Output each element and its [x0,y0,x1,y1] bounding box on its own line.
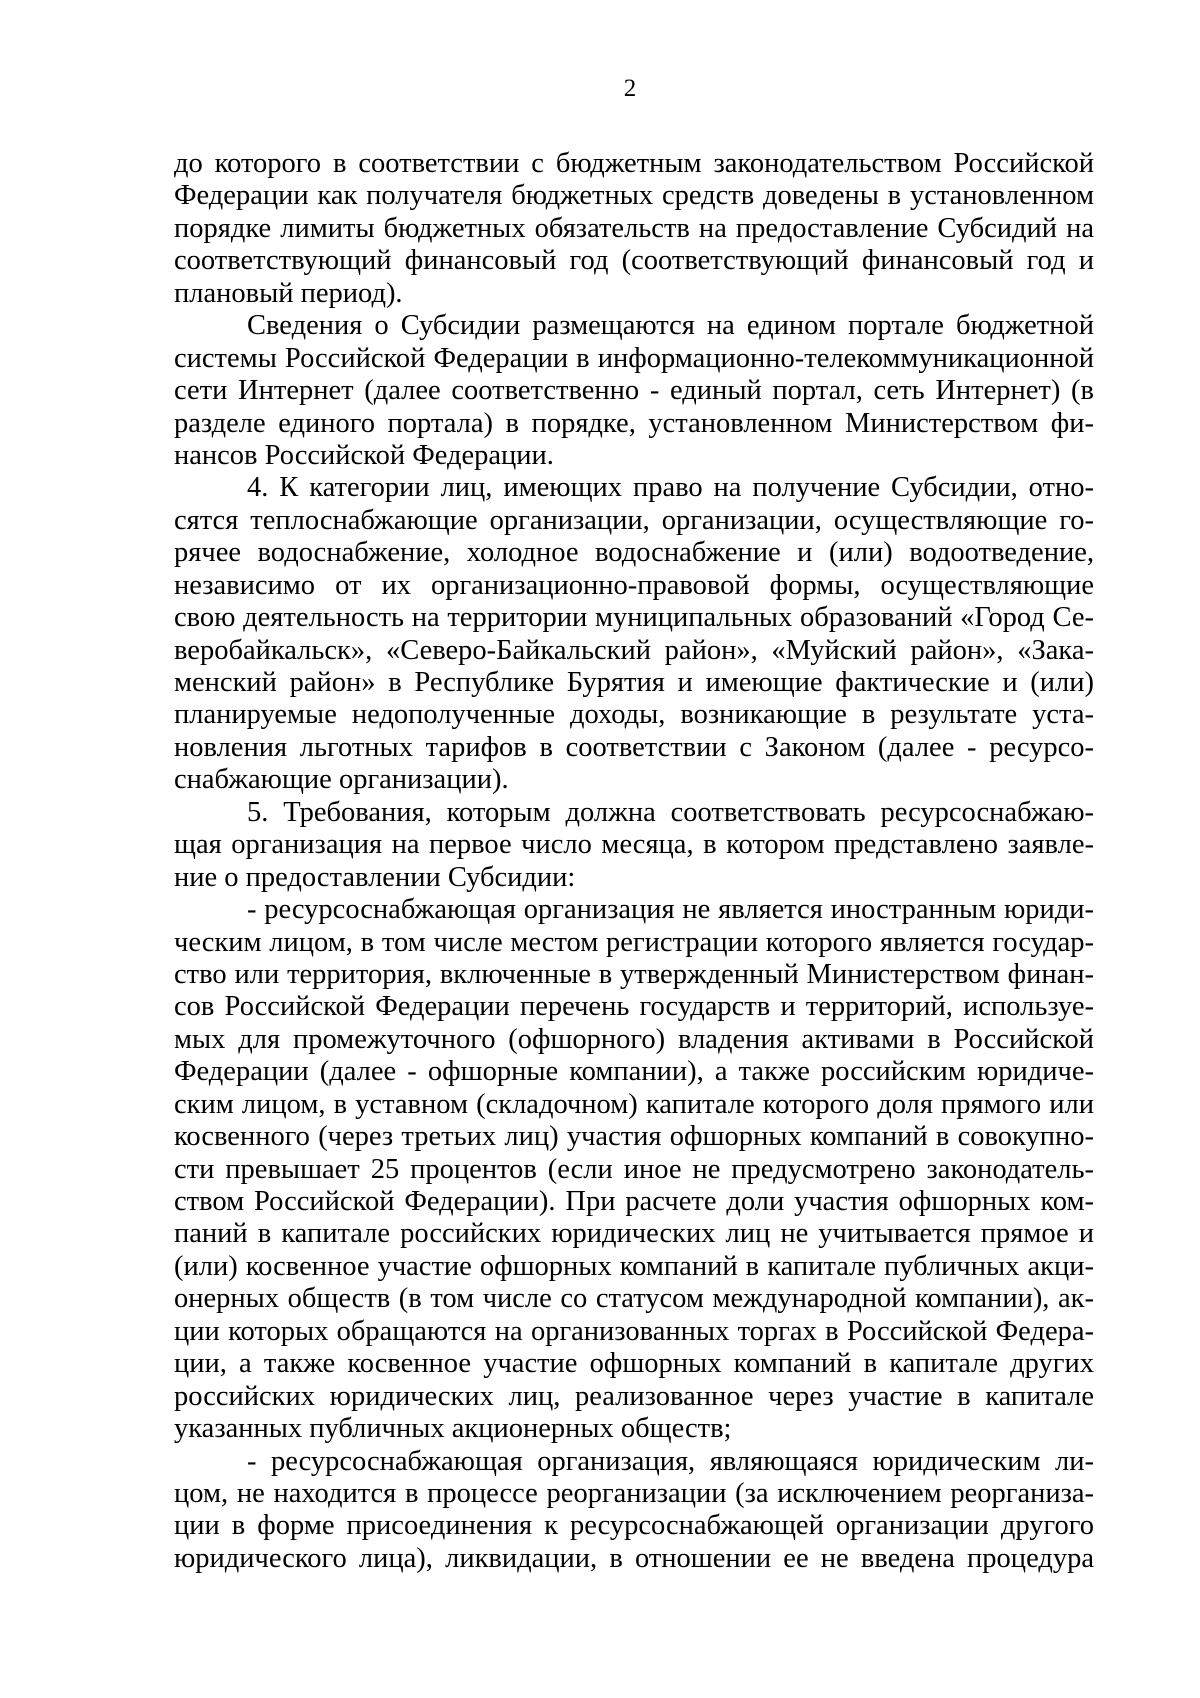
text-line: Федерации (далее - офшорные компании), а также российским юридиче- [174,1056,1094,1088]
text-line: мых для промежуточного (офшорного) владения активами в Российской [174,1023,1094,1055]
text-line: системы Российской Федерации в информационно-телекоммуникационной [174,342,1094,374]
text-line: ции в форме присоединения к ресурсоснабжающей организации другого [174,1510,1094,1542]
paragraph [174,472,1094,796]
paragraph [174,894,1094,1445]
text-line: снабжающие организации). [174,764,509,796]
text-line: свою деятельность на территории муниципальных образований «Город Се- [174,602,1094,634]
text-line: веробайкальск», «Северо-Байкальский район», «Муйский район», «Зака- [174,634,1094,666]
text-line: ство или территория, включенные в утвержденный Министерством финан- [174,958,1094,990]
text-line: ством Российской Федерации). При расчете доли участия офшорных ком- [174,1186,1094,1217]
text-line: ние о предоставлении Субсидии: [174,861,576,893]
text-line: онерных обществ (в том числе со статусом международной компании), ак- [174,1283,1094,1315]
text-line: цом, не находится в процессе реорганизации (за исключением реорганиза- [174,1477,1094,1509]
text-line: до которого в соответствии с бюджетным законодательством Российской [174,148,1094,179]
text-line: сти превышает 25 процентов (если иное не предусмотрено законодатель- [174,1153,1094,1185]
paragraph [174,1446,1094,1576]
text-line: паний в капитале российских юридических лиц не учитывается прямое и [174,1218,1094,1250]
text-line: порядке лимиты бюджетных обязательств на предоставление Субсидий на [174,212,1094,244]
text-line: новления льготных тарифов в соответствии с Законом (далее - ресурсо- [174,731,1094,763]
text-line: плановый период). [174,277,403,309]
text-line: - ресурсоснабжающая организация не является иностранным юриди- [247,894,1094,926]
document-body [174,148,1094,1575]
text-line: ции которых обращаются на организованных торгах в Российской Федера- [174,1315,1094,1347]
text-line: ции, а также косвенное участие офшорных компаний в капитале других [174,1348,1094,1380]
text-line: российских юридических лиц, реализованное через участие в капитале [174,1380,1094,1412]
paragraph [174,148,1094,310]
text-line: - ресурсоснабжающая организация, являющаяся юридическим ли- [247,1445,1094,1477]
text-line: соответствующий финансовый год (соответствующий финансовый год и [174,245,1094,277]
text-line: рячее водоснабжение, холодное водоснабжение и (или) водоотведение, [174,537,1094,569]
text-line: Сведения о Субсидии размещаются на едином портале бюджетной [247,310,1094,342]
text-line: (или) косвенное участие офшорных компаний в капитале публичных акци- [174,1250,1094,1282]
text-line: сети Интернет (далее соответственно - единый портал, сеть Интернет) (в [174,375,1094,407]
text-line: юридического лица), ликвидации, в отношении ее не введена процедура [174,1542,1094,1574]
text-line: косвенного (через третьих лиц) участия офшорных компаний в совокупно- [174,1121,1094,1153]
text-line: независимо от их организационно-правовой формы, осуществляющие [174,569,1094,601]
text-line: разделе единого портала) в порядке, установленном Министерством фи- [174,407,1094,439]
page-number: 2 [623,75,637,102]
text-line: 5. Требования, которым должна соответствовать ресурсоснабжаю- [247,796,1094,828]
text-line: нансов Российской Федерации. [174,439,554,471]
text-line: указанных публичных акционерных обществ; [174,1413,732,1445]
text-line: планируемые недополученные доходы, возникающие в результате уста- [174,699,1094,731]
text-line: 4. К категории лиц, имеющих право на получение Субсидии, отно- [247,472,1094,504]
text-line: менский район» в Республике Бурятия и имеющие фактические и (или) [174,667,1094,698]
text-line: ским лицом, в уставном (складочном) капитале которого доля прямого или [174,1088,1094,1120]
paragraph [174,310,1094,472]
text-line: ческим лицом, в том числе местом регистрации которого является государ- [174,926,1094,958]
text-line: Федерации как получателя бюджетных средств доведены в установленном [174,180,1094,212]
text-line: сов Российской Федерации перечень государств и территорий, используе- [174,991,1094,1023]
text-line: щая организация на первое число месяца, в котором представлено заявле- [174,829,1094,861]
text-line: сятся теплоснабжающие организации, организации, осуществляющие го- [174,504,1094,536]
paragraph [174,797,1094,894]
